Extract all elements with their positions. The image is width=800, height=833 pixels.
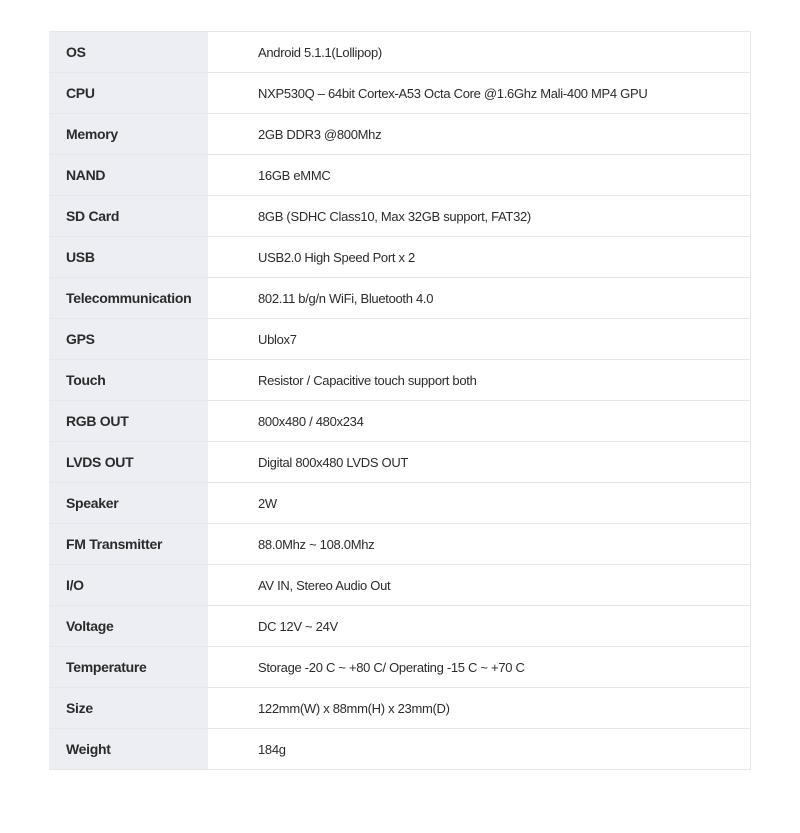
spec-row-io xyxy=(49,565,751,606)
spec-row-weight xyxy=(49,729,751,770)
spec-row-lvds-out xyxy=(49,442,751,483)
spec-value: Storage -20 C ~ +80 C/ Operating -15 C ~ +70 C xyxy=(208,647,751,688)
spec-label: SD Card xyxy=(49,196,208,237)
spec-label: Size xyxy=(49,688,208,729)
spec-row-size xyxy=(49,688,751,729)
spec-row-nand xyxy=(49,155,751,196)
spec-value: Resistor / Capacitive touch support both xyxy=(208,360,751,401)
spec-label: CPU xyxy=(49,73,208,114)
spec-label: Voltage xyxy=(49,606,208,647)
spec-label: OS xyxy=(49,32,208,73)
spec-value: 184g xyxy=(208,729,751,770)
spec-value: 802.11 b/g/n WiFi, Bluetooth 4.0 xyxy=(208,278,751,319)
spec-label: I/O xyxy=(49,565,208,606)
spec-row-os xyxy=(49,32,751,73)
spec-row-telecommunication xyxy=(49,278,751,319)
spec-value: DC 12V ~ 24V xyxy=(208,606,751,647)
spec-row-fm-transmitter xyxy=(49,524,751,565)
spec-row-touch xyxy=(49,360,751,401)
spec-row-gps xyxy=(49,319,751,360)
spec-label: Speaker xyxy=(49,483,208,524)
spec-value: 122mm(W) x 88mm(H) x 23mm(D) xyxy=(208,688,751,729)
spec-value: 8GB (SDHC Class10, Max 32GB support, FAT32) xyxy=(208,196,751,237)
spec-table xyxy=(49,31,751,770)
spec-value: Digital 800x480 LVDS OUT xyxy=(208,442,751,483)
spec-row-cpu xyxy=(49,73,751,114)
spec-value: 800x480 / 480x234 xyxy=(208,401,751,442)
spec-value: 2W xyxy=(208,483,751,524)
spec-row-voltage xyxy=(49,606,751,647)
spec-value: Ublox7 xyxy=(208,319,751,360)
spec-label: Telecommunication xyxy=(49,278,208,319)
spec-row-temperature xyxy=(49,647,751,688)
spec-row-rgb-out xyxy=(49,401,751,442)
spec-value: 88.0Mhz ~ 108.0Mhz xyxy=(208,524,751,565)
spec-label: Weight xyxy=(49,729,208,770)
spec-row-usb xyxy=(49,237,751,278)
spec-row-memory xyxy=(49,114,751,155)
spec-value: Android 5.1.1(Lollipop) xyxy=(208,32,751,73)
spec-label: FM Transmitter xyxy=(49,524,208,565)
spec-table-body xyxy=(49,32,751,770)
spec-label: Memory xyxy=(49,114,208,155)
spec-value: USB2.0 High Speed Port x 2 xyxy=(208,237,751,278)
spec-value: AV IN, Stereo Audio Out xyxy=(208,565,751,606)
spec-label: RGB OUT xyxy=(49,401,208,442)
spec-label: Temperature xyxy=(49,647,208,688)
spec-label: NAND xyxy=(49,155,208,196)
spec-value: NXP530Q – 64bit Cortex-A53 Octa Core @1.6Ghz Mali-400 MP4 GPU xyxy=(208,73,751,114)
spec-label: GPS xyxy=(49,319,208,360)
spec-value: 16GB eMMC xyxy=(208,155,751,196)
spec-label: LVDS OUT xyxy=(49,442,208,483)
spec-label: Touch xyxy=(49,360,208,401)
spec-row-speaker xyxy=(49,483,751,524)
spec-label: USB xyxy=(49,237,208,278)
spec-value: 2GB DDR3 @800Mhz xyxy=(208,114,751,155)
spec-row-sd-card xyxy=(49,196,751,237)
